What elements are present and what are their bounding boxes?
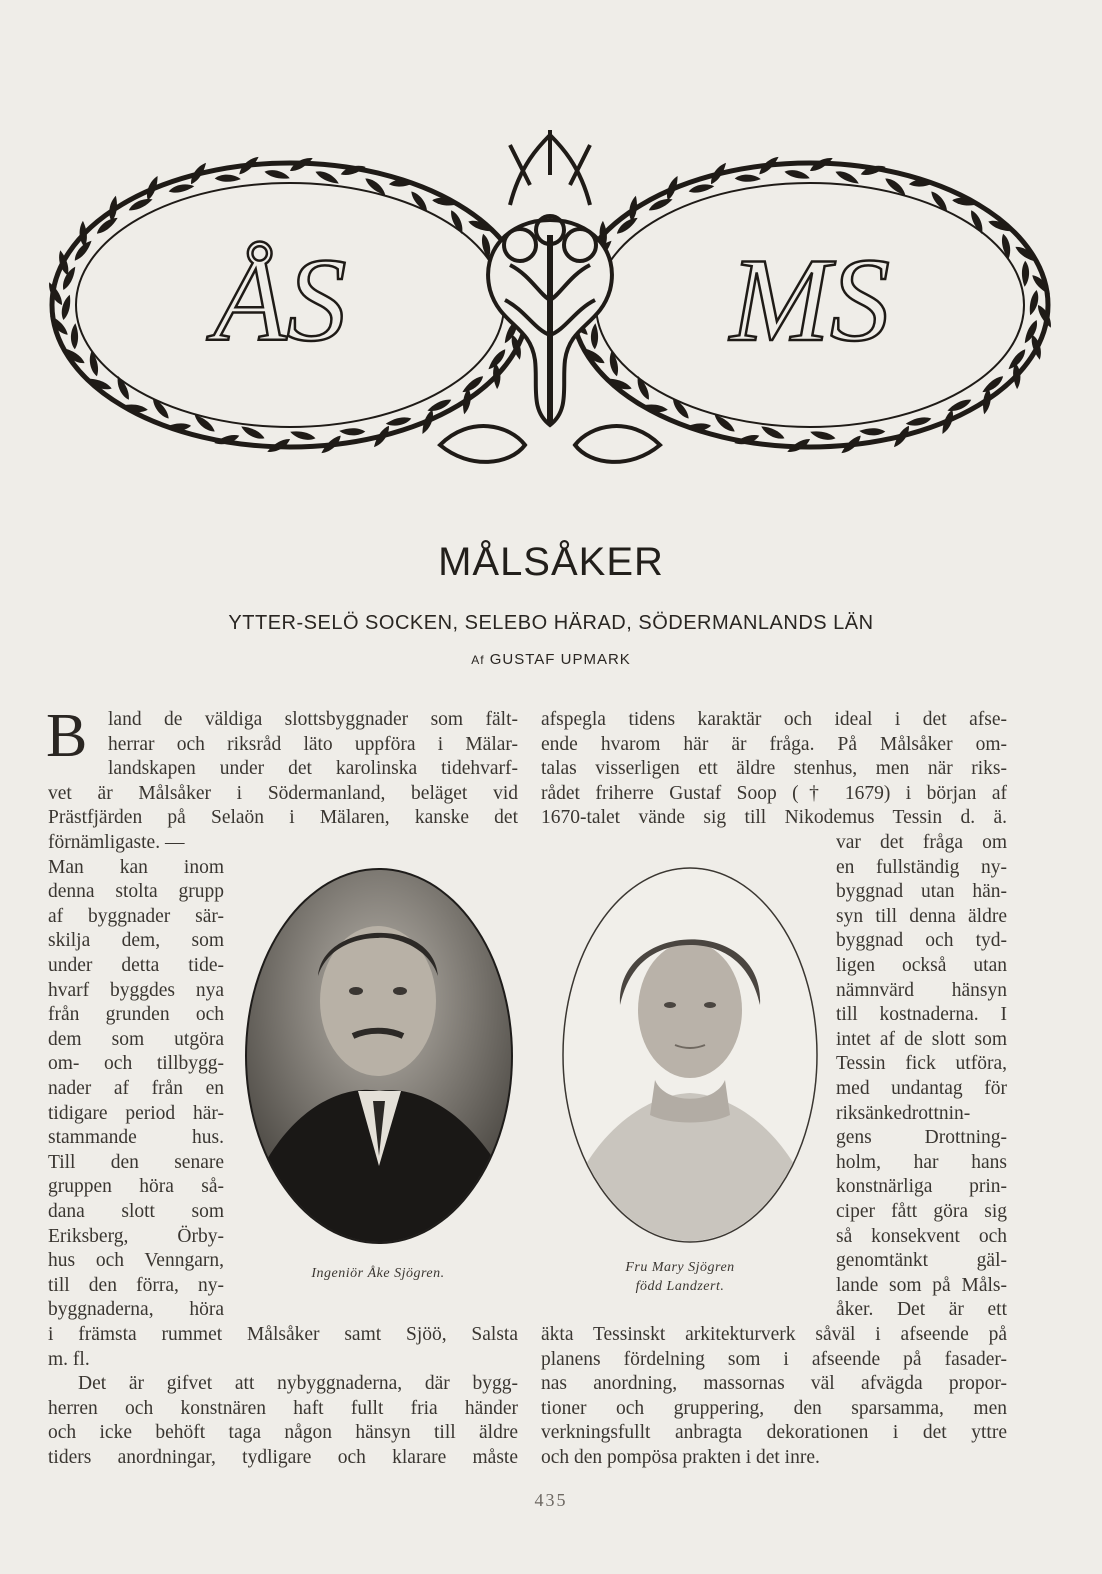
drop-cap: B	[46, 702, 88, 770]
text-line: dana slott som	[48, 1201, 224, 1222]
article-author	[0, 651, 1102, 668]
text-line: nader af från en	[48, 1078, 224, 1099]
text-line: herren och konstnären haft fullt fria händer	[48, 1397, 518, 1419]
leaf-ornament	[929, 189, 949, 215]
text-line: hus och Venngarn,	[48, 1250, 224, 1272]
text-line: herrar och riksråd läto uppföra i Mälar-	[108, 733, 518, 755]
text-line: gruppen höra så-	[48, 1176, 224, 1198]
text-line: verkningsfullt anbragta dekorationen i det yttre	[541, 1422, 1007, 1444]
monogram-ornament	[40, 125, 1060, 485]
text-line: Man kan inom	[48, 856, 224, 878]
leaf-ornament	[905, 416, 932, 427]
portrait-left	[243, 866, 515, 1246]
text-line: intet af de slott som	[836, 1028, 1007, 1050]
leaf-ornament	[809, 428, 836, 443]
text-line: äkta Tessinskt arkitekturverk såväl i afseende på	[541, 1324, 1007, 1345]
leaf-ornament	[493, 363, 501, 389]
page-number: 435	[534, 1490, 568, 1510]
text-line: åker. Det är ett	[836, 1299, 1007, 1321]
caption-right-line-2: född Landzert.	[635, 1279, 725, 1294]
text-line: från grunden och	[48, 1004, 224, 1026]
text-line: Eriksberg, Örby-	[48, 1225, 224, 1247]
portrait-right	[560, 865, 820, 1245]
text-line: en fullständig ny-	[836, 856, 1007, 878]
text-line: nämnvärd hänsyn	[836, 979, 1007, 1001]
text-line: talas visserligen ett äldre stenhus, men när riks-	[541, 758, 1007, 780]
text-line: skilja dem, som	[48, 930, 224, 952]
leaf-ornament	[884, 175, 908, 198]
text-line: under detta tide-	[48, 955, 224, 976]
article-title: MÅLSÅKER	[438, 540, 664, 584]
text-line: vet är Målsåker i Södermanland, beläget vid	[48, 782, 518, 804]
leaf-ornament	[339, 427, 366, 437]
text-line: holm, har hans	[836, 1151, 1007, 1173]
leaf-ornament	[859, 427, 886, 437]
text-line: af byggnader sär-	[48, 905, 224, 927]
text-line: m. fl.	[48, 1348, 90, 1370]
text-line: afspegla tidens karaktär och ideal i det afse-	[541, 709, 1007, 730]
text-line: genomtänkt gäl-	[836, 1250, 1007, 1272]
monogram-right: MS	[730, 233, 890, 366]
text-line: land de väldiga slottsbyggnader som fält-	[108, 709, 518, 730]
central-emblem	[440, 130, 660, 462]
text-line: hvarf byggdes nya	[48, 979, 224, 1001]
text-line: till den förra, ny-	[48, 1274, 224, 1296]
text-line: om- och tillbygg-	[48, 1053, 224, 1075]
leaf-ornament	[409, 189, 429, 215]
text-line: riksänkedrottnin-	[836, 1102, 971, 1124]
text-line: nas anordning, massornas väl afvägda propor-	[541, 1373, 1007, 1395]
text-line: Till den senare	[48, 1151, 224, 1173]
leaf-ornament	[635, 375, 651, 402]
text-line: Prästfjärden på Selaön i Mälaren, kanske det	[48, 807, 518, 829]
leaf-ornament	[89, 350, 100, 377]
text-line: dem som utgöra	[48, 1028, 224, 1050]
text-line: med undantag för	[836, 1078, 1007, 1099]
leaf-ornament	[969, 208, 985, 235]
leaf-ornament	[688, 183, 715, 194]
text-line: lande som på Måls-	[836, 1274, 1007, 1296]
leaf-ornament	[115, 375, 131, 402]
text-line: konstnärliga prin-	[836, 1176, 1007, 1198]
text-line: Tessin fick utföra,	[836, 1053, 1007, 1075]
leaf-ornament	[1013, 363, 1021, 389]
leaf-ornament	[264, 167, 291, 182]
leaf-ornament	[784, 167, 811, 182]
text-line: syn till denna äldre	[836, 905, 1007, 927]
text-line: Det är gifvet att nybyggnaderna, där bygg-	[78, 1373, 518, 1395]
text-line: och den pompösa prakten i det inre.	[541, 1447, 820, 1468]
text-line: stammande hus.	[48, 1127, 224, 1149]
text-line: 1670-talet vände sig till Nikodemus Tessin d. ä.	[541, 807, 1007, 829]
leaf-ornament	[590, 323, 600, 350]
author-prefix: Af	[471, 653, 485, 667]
leaf-ornament	[670, 395, 690, 421]
text-line: byggnad och tyd-	[836, 930, 1007, 952]
text-line: ciper fått göra sig	[836, 1201, 1007, 1222]
leaf-ornament	[1020, 260, 1030, 287]
author-name: GUSTAF UPMARK	[489, 651, 631, 668]
text-line: och icke behöft taga någon hänsyn till äldre	[48, 1422, 518, 1444]
leaf-ornament	[289, 428, 316, 443]
leaf-ornament	[385, 416, 412, 427]
leaf-ornament	[168, 183, 195, 194]
text-line: tiders anordningar, tydligare och klarare måste	[48, 1447, 518, 1468]
caption-left: Ingeniör Åke Sjögren.	[311, 1266, 445, 1281]
leaf-ornament	[79, 221, 87, 247]
text-line: var det fråga om	[836, 832, 1007, 853]
text-line: byggnad utan hän-	[836, 881, 1007, 903]
article-subtitle: YTTER-SELÖ SOCKEN, SELEBO HÄRAD, SÖDERMANLANDS LÄN	[228, 612, 874, 634]
leaf-ornament	[609, 350, 620, 377]
leaf-ornament	[150, 395, 170, 421]
text-line: byggnaderna, höra	[48, 1299, 224, 1321]
caption-right	[585, 1258, 775, 1296]
text-line: förnämligaste. —	[48, 832, 185, 853]
leaf-ornament	[712, 412, 736, 435]
leaf-ornament	[449, 208, 465, 235]
text-line: gens Drottning-	[836, 1127, 1007, 1149]
text-line: till kostnaderna. I	[836, 1004, 1007, 1026]
text-line: denna stolta grupp	[48, 881, 224, 903]
monogram-left: ÅS	[213, 233, 347, 366]
text-line: tidigare period här-	[48, 1102, 224, 1124]
text-line: tioner och gruppering, den sparsamma, men	[541, 1397, 1007, 1419]
leaf-ornament	[214, 173, 241, 183]
text-line: i främsta rummet Målsåker samt Sjöö, Salsta	[48, 1324, 518, 1345]
text-line: så konsekvent och	[836, 1225, 1007, 1247]
leaf-ornament	[70, 323, 80, 350]
leaf-ornament	[364, 175, 388, 198]
leaf-ornament	[1001, 233, 1012, 260]
caption-right-line-1: Fru Mary Sjögren	[625, 1260, 735, 1275]
leaf-ornament	[734, 173, 761, 183]
leaf-ornament	[192, 412, 216, 435]
text-line: landskapen under det karolinska tidehvarf-	[108, 758, 518, 780]
text-line: rådet friherre Gustaf Soop († 1679) i början af	[541, 782, 1007, 804]
text-line: ligen också utan	[836, 955, 1007, 976]
text-line: ende hvarom här är fråga. På Målsåker om-	[541, 733, 1007, 755]
text-line: planens fördelning som i afseende på fasader-	[541, 1348, 1007, 1370]
